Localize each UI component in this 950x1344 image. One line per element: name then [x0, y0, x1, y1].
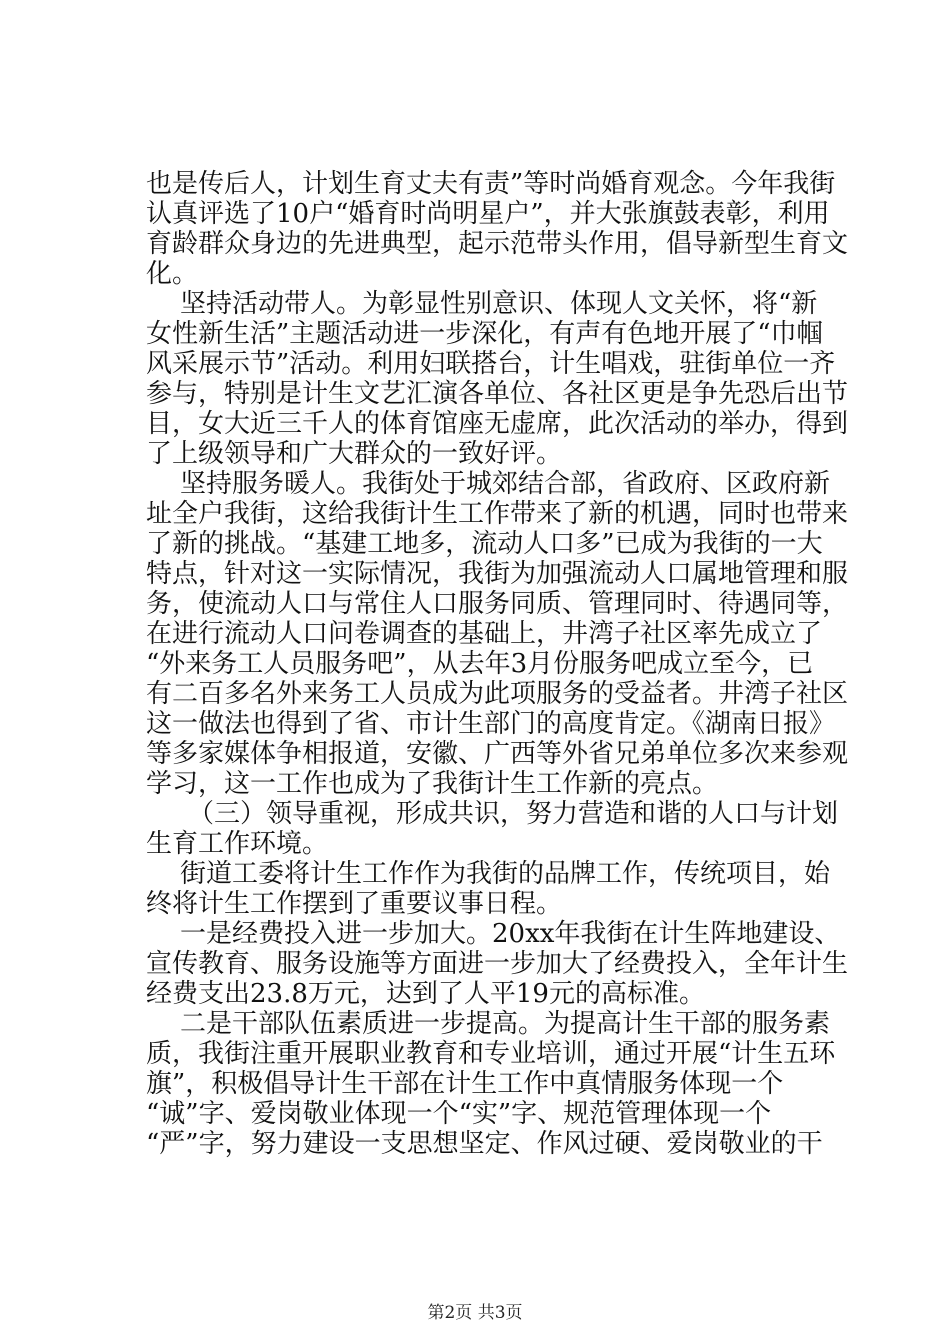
text-line: 这一做法也得到了省、市计生部门的高度肯定。《湖南日报》	[146, 709, 836, 739]
page-footer	[0, 1302, 950, 1324]
text-line: 终将计生工作摆到了重要议事日程。	[146, 889, 563, 919]
text-line: 女性新生活”主题活动进一步深化，有声有色地开展了“巾帼	[146, 319, 823, 349]
text-line: 也是传后人，计划生育丈夫有责”等时尚婚育观念。今年我街	[146, 169, 836, 199]
text-line: “外来务工人员服务吧”，从去年3月份服务吧成立至今，已	[146, 649, 814, 679]
text-line: 有二百多名外来务工人员成为此项服务的受益者。井湾子社区	[146, 679, 849, 709]
text-line: 了上级领导和广大群众的一致好评。	[146, 439, 563, 469]
text-line: 特点，针对这一实际情况，我街为加强流动人口属地管理和服	[146, 559, 849, 589]
text-line: 经费支出23.8万元，达到了人平19元的高标准。	[146, 979, 705, 1009]
text-line: 在进行流动人口问卷调查的基础上，井湾子社区率先成立了	[146, 619, 823, 649]
paragraph-start-line: 坚持服务暖人。我街处于城郊结合部，省政府、区政府新	[180, 469, 831, 499]
text-line: 学习，这一工作也成为了我街计生工作新的亮点。	[146, 769, 719, 799]
text-line: 质，我街注重开展职业教育和专业培训，通过开展“计生五环	[146, 1039, 836, 1069]
paragraph-start-line: 坚持活动带人。为彰显性别意识、体现人文关怀，将“新	[180, 289, 818, 319]
paragraph-start-line: 一是经费投入进一步加大。20xx年我街在计生阵地建设、	[180, 919, 841, 949]
text-line: 务，使流动人口与常住人口服务同质、管理同时、待遇同等，	[146, 589, 849, 619]
text-line: 育龄群众身边的先进典型，起示范带头作用，倡导新型生育文	[146, 229, 849, 259]
paragraph-start-line: 二是干部队伍素质进一步提高。为提高计生干部的服务素	[180, 1009, 831, 1039]
section-heading-line: （三）领导重视，形成共识，努力营造和谐的人口与计划	[188, 799, 839, 829]
text-line: 参与，特别是计生文艺汇演各单位、各社区更是争先恐后出节	[146, 379, 849, 409]
text-line: “诚”字、爱岗敬业体现一个“实”字、规范管理体现一个	[146, 1099, 772, 1129]
text-line: 风采展示节”活动。利用妇联搭台，计生唱戏，驻街单位一齐	[146, 349, 836, 379]
text-line: 化。	[146, 259, 199, 289]
text-line: 目，女大近三千人的体育馆座无虚席，此次活动的举办，得到	[146, 409, 849, 439]
text-line: 了新的挑战。“基建工地多，流动人口多”已成为我街的一大	[146, 529, 823, 559]
text-line: “严”字，努力建设一支思想坚定、作风过硬、爱岗敬业的干	[146, 1129, 823, 1159]
paragraph-start-line: 街道工委将计生工作作为我街的品牌工作，传统项目，始	[180, 859, 831, 889]
text-line: 旗”，积极倡导计生干部在计生工作中真情服务体现一个	[146, 1069, 784, 1099]
text-line: 宣传教育、服务设施等方面进一步加大了经费投入，全年计生	[146, 949, 849, 979]
text-line: 认真评选了10户“婚育时尚明星户”，并大张旗鼓表彰，利用	[146, 199, 830, 229]
text-line: 等多家媒体争相报道，安徽、广西等外省兄弟单位多次来参观	[146, 739, 849, 769]
page-number-label: 第2页 共3页	[427, 1303, 523, 1323]
section-heading-line: 生育工作环境。	[146, 829, 329, 859]
text-line: 址全户我街，这给我街计生工作带来了新的机遇，同时也带来	[146, 499, 849, 529]
